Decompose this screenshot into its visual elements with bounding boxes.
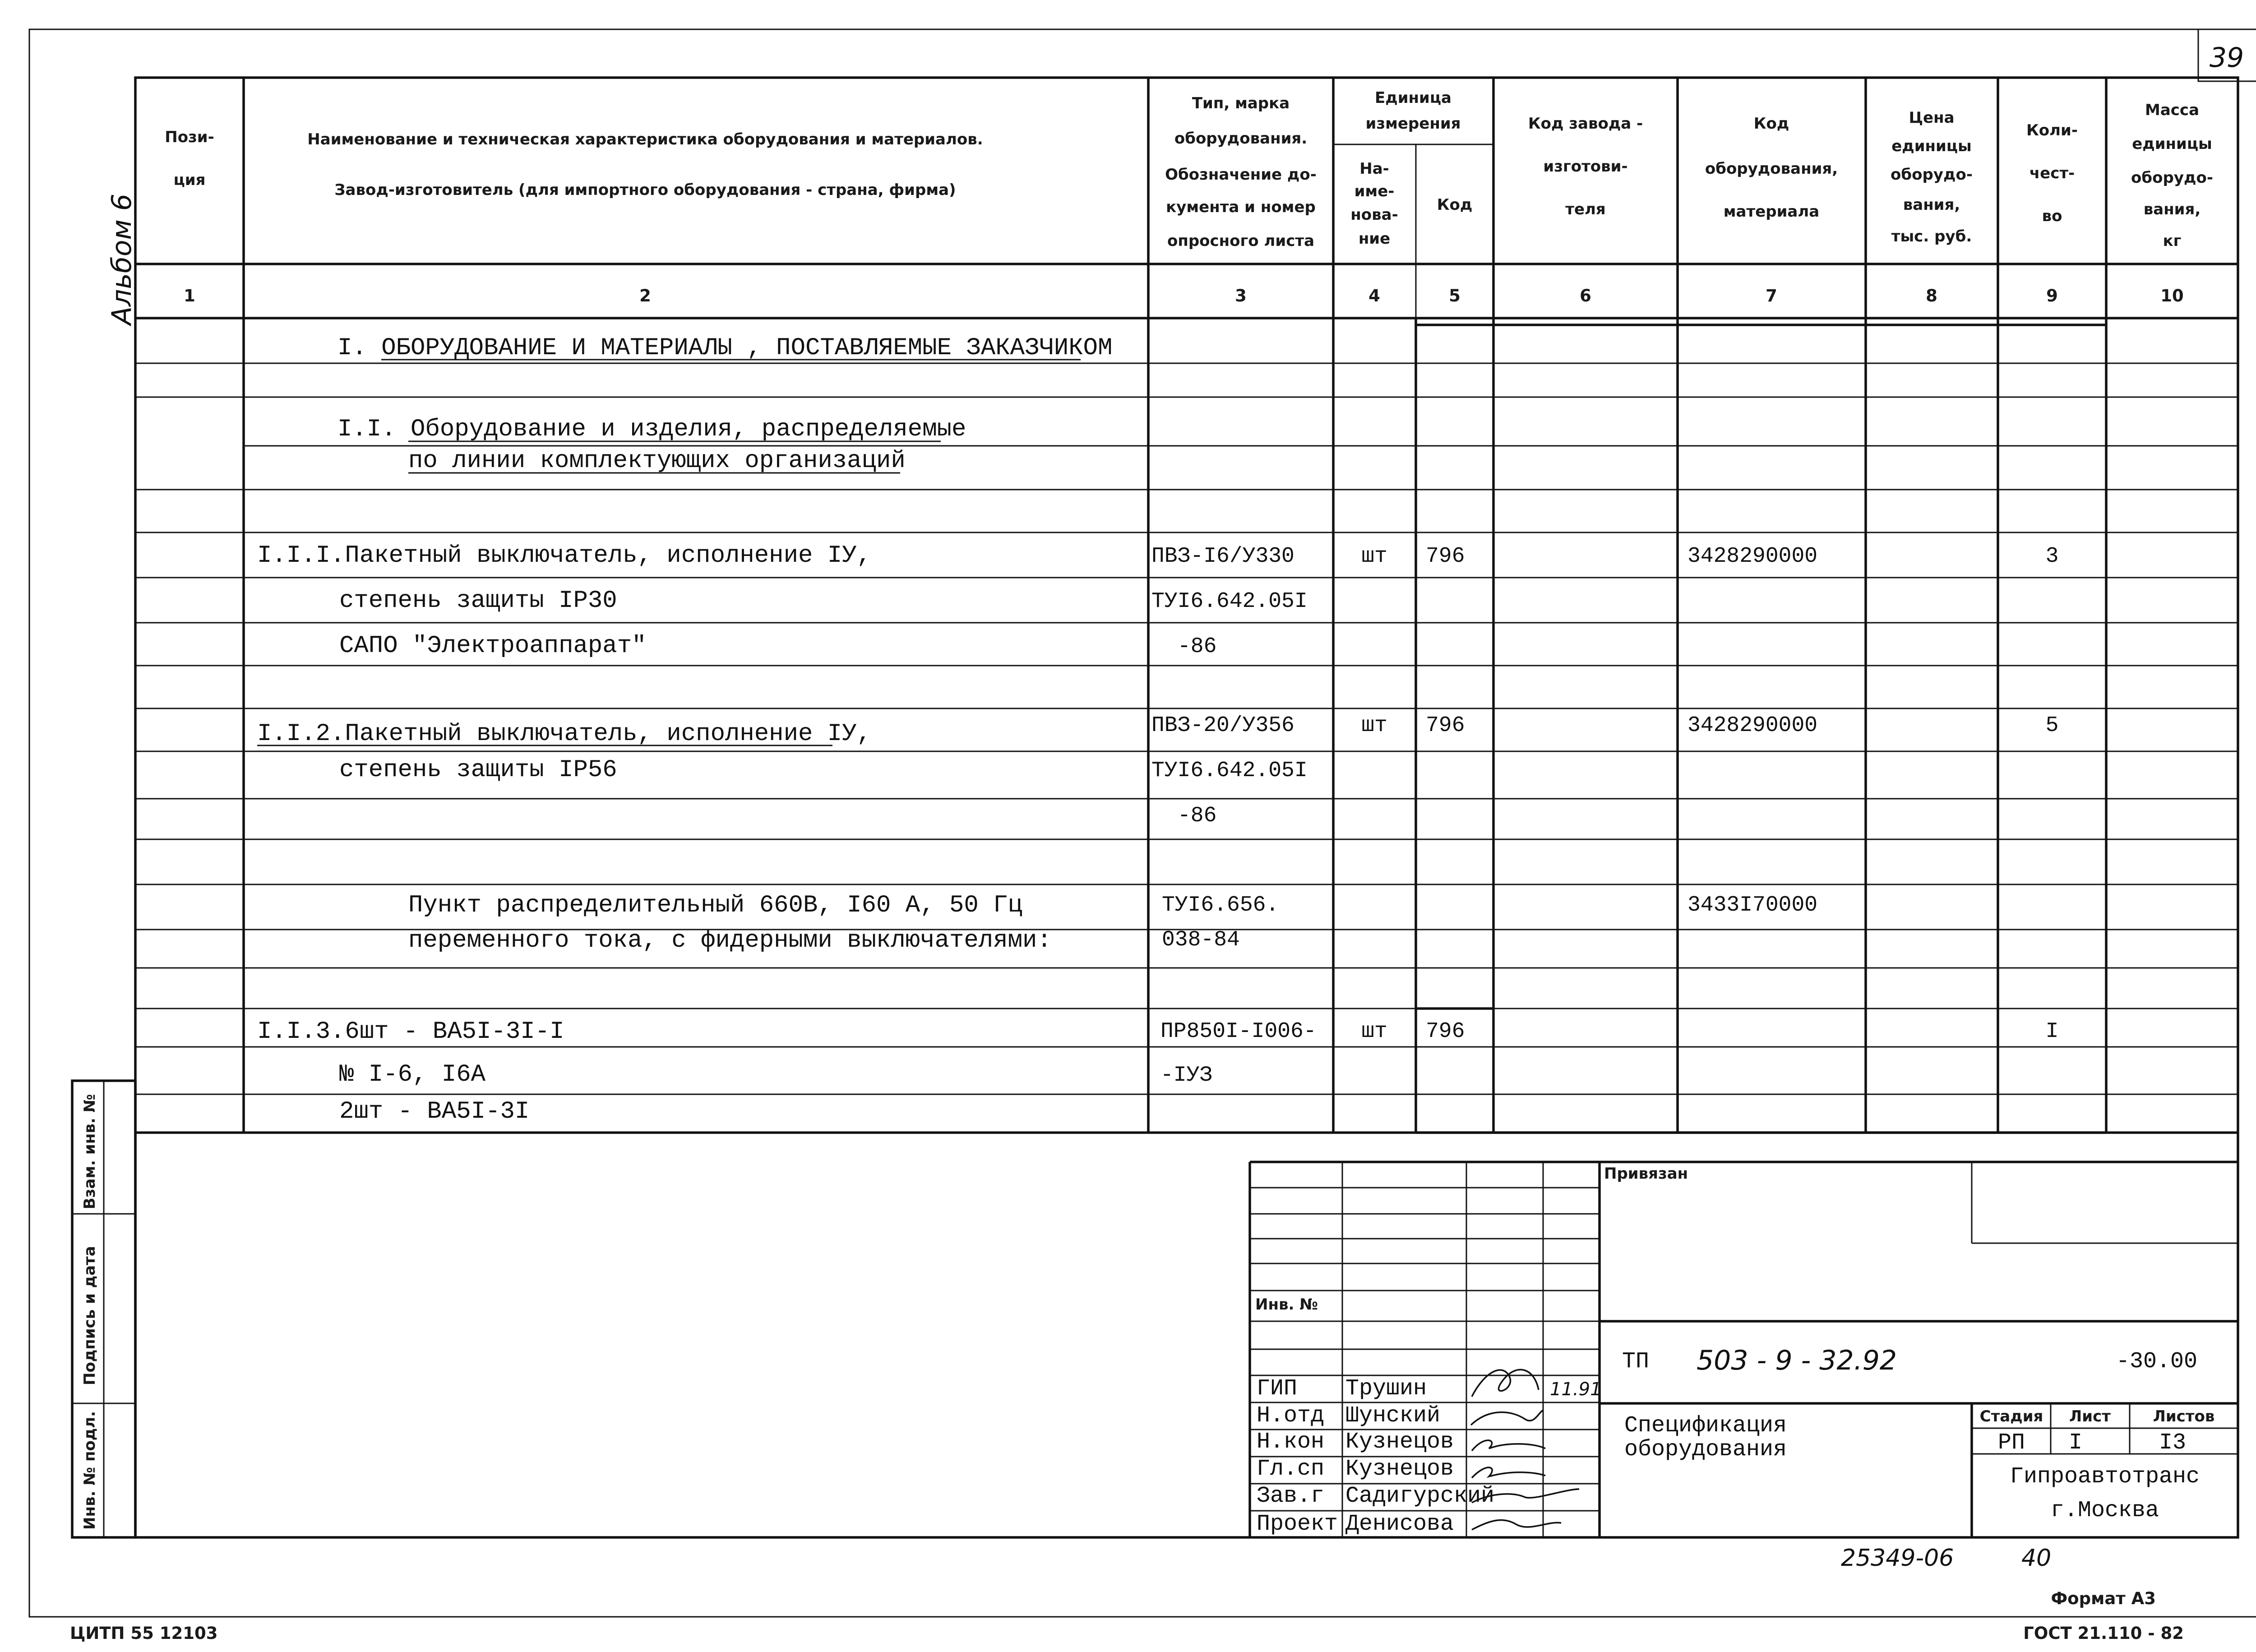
section-1-1-heading-line1: I.I. Оборудование и изделия, распределяемые <box>337 416 966 443</box>
side-stamp-inv-original: Инв. № подл. <box>81 1411 99 1530</box>
header-col6-line2: изготови- <box>1543 157 1628 176</box>
item-4-type-line1: ПР850I-I006- <box>1160 1019 1317 1044</box>
header-col3-line5: опросного листа <box>1167 232 1315 250</box>
header-col3-line3: Обозначение до- <box>1165 166 1317 184</box>
item-2-type-line2: ТУI6.642.05I <box>1151 759 1308 783</box>
item-2-quantity: 5 <box>2045 713 2059 738</box>
header-col5: Код <box>1437 196 1473 214</box>
item-1-name-line1: I.I.I.Пакетный выключатель, исполнение IУ, <box>257 542 872 569</box>
item-1-name-line3: САПО "Электроаппарат" <box>339 632 647 660</box>
header-col4-line2: име- <box>1354 182 1395 200</box>
header-col1-line2: ция <box>173 171 206 189</box>
header-col7-line3: материала <box>1723 203 1820 221</box>
item-4-quantity: I <box>2045 1019 2059 1044</box>
doc-title-line1: Спецификация <box>1624 1413 1787 1439</box>
role-name: Кузнецов <box>1345 1456 1454 1482</box>
role-label: Н.кон <box>1257 1429 1325 1455</box>
item-3-equipment-code: 3433I70000 <box>1687 893 1818 917</box>
item-1-equipment-code: 3428290000 <box>1687 544 1818 569</box>
section-headings <box>337 334 1112 475</box>
item-2-equipment-code: 3428290000 <box>1687 713 1818 738</box>
side-stamp-replaced-inv: Взам. инв. № <box>81 1094 99 1209</box>
sheet-value: I <box>2068 1430 2083 1456</box>
item-2-name-line1: I.I.2.Пакетный выключатель, исполнение IУ, <box>257 720 872 748</box>
header-col10-line4: вания, <box>2143 200 2201 218</box>
column-number: 1 <box>184 286 195 305</box>
header-col6-line3: теля <box>1565 200 1606 218</box>
doc-prefix: ТП <box>1622 1349 1650 1374</box>
item-3-name-line1: Пункт распределительный 660В, I60 А, 50 Гц <box>408 892 1023 919</box>
table-row <box>257 542 2058 660</box>
header-col3-line2: оборудования. <box>1174 130 1308 148</box>
item-1-quantity: 3 <box>2045 544 2059 569</box>
title-block <box>1250 1162 2238 1537</box>
role-name: Садигурский <box>1345 1483 1495 1509</box>
role-name: Кузнецов <box>1345 1429 1454 1455</box>
item-1-name-line2: степень защиты IP30 <box>339 587 617 615</box>
side-stamp-signature-date: Подпись и дата <box>81 1246 99 1385</box>
role-name: Шунский <box>1345 1403 1441 1429</box>
item-1-unit-code: 796 <box>1426 544 1465 569</box>
header-col9-line3: во <box>2042 207 2062 225</box>
header-col1-line1: Пози- <box>165 128 214 146</box>
item-1-type-line2: ТУI6.642.05I <box>1151 589 1308 614</box>
header-col8-line3: оборудо- <box>1891 166 1973 184</box>
item-1-type-line3: -86 <box>1178 634 1217 659</box>
organization-line2: г.Москва <box>2050 1498 2159 1523</box>
item-1-type-line1: ПВЗ-I6/У330 <box>1151 544 1294 569</box>
header-col6-line1: Код завода - <box>1528 115 1643 133</box>
header-col8-line4: вания, <box>1903 196 1960 214</box>
item-2-unit: шт <box>1361 713 1387 738</box>
privyazan-label: Привязан <box>1604 1165 1688 1183</box>
doc-number: 503 - 9 - 32.92 <box>1697 1345 1897 1376</box>
archive-number: 25349-06 <box>1841 1545 1954 1572</box>
item-4-name-line2: № I-6, I6А <box>339 1061 486 1088</box>
column-number: 10 <box>2160 286 2184 305</box>
item-3-type-line1: ТУI6.656. <box>1162 893 1279 917</box>
item-4-type-line2: -IУЗ <box>1160 1063 1213 1087</box>
item-2-type-line3: -86 <box>1178 804 1217 828</box>
header-col10-line1: Масса <box>2145 101 2200 119</box>
role-name: Трушин <box>1345 1376 1427 1402</box>
header-col2-line1: Наименование и техническая характеристика оборудования и материалов. <box>307 130 983 148</box>
header-col9-line2: чест- <box>2029 164 2075 182</box>
header-col7-line2: оборудования, <box>1705 160 1838 178</box>
header-col3-line4: кумента и номер <box>1166 198 1316 216</box>
section-1-heading: I. ОБОРУДОВАНИЕ И МАТЕРИАЛЫ , ПОСТАВЛЯЕМЫЕ ЗАКАЗЧИКОМ <box>337 334 1113 362</box>
role-label: Н.отд <box>1257 1403 1325 1429</box>
role-label: Проект <box>1257 1511 1338 1537</box>
table-row <box>257 1018 2058 1125</box>
header-col10-line3: оборудо- <box>2131 169 2213 187</box>
item-2-name-line2: степень защиты IP56 <box>339 756 617 784</box>
header-col9-line1: Коли- <box>2026 121 2078 139</box>
album-label: Альбом 6 <box>106 194 138 325</box>
header-col2-line2: Завод-изготовитель (для импортного оборудования - страна, фирма) <box>334 181 956 199</box>
footer-left: ЦИТП 55 12103 <box>70 1624 218 1643</box>
header-col3-line1: Тип, марка <box>1192 94 1290 112</box>
table-row <box>257 713 2058 828</box>
header-col10-line2: единицы <box>2132 135 2212 153</box>
signature-date: 11.91 <box>1550 1379 1602 1400</box>
column-number: 8 <box>1926 286 1937 305</box>
sheets-label: Листов <box>2153 1407 2215 1425</box>
column-number: 7 <box>1766 286 1777 305</box>
side-stamp <box>72 1081 135 1537</box>
doc-title-line2: оборудования <box>1624 1437 1787 1462</box>
table-row <box>408 892 1817 954</box>
stage-label: Стадия <box>1979 1407 2043 1425</box>
item-4-name-line1: I.I.3.6шт - ВА5I-3I-I <box>257 1018 564 1046</box>
item-3-type-line2: 038-84 <box>1162 928 1240 952</box>
page-number: 39 <box>2209 42 2244 74</box>
header-col8-line2: единицы <box>1891 137 1972 155</box>
column-number: 6 <box>1580 286 1591 305</box>
role-label: Гл.сп <box>1257 1456 1325 1482</box>
section-1-1-heading-line2: по линии комплектующих организаций <box>408 447 906 475</box>
item-4-name-line3: 2шт - ВА5I-3I <box>339 1098 530 1125</box>
column-number: 2 <box>639 286 651 305</box>
column-number: 3 <box>1235 286 1247 305</box>
item-3-name-line2: переменного тока, с фидерными выключателями: <box>408 927 1052 954</box>
header-col8-line5: тыс. руб. <box>1891 227 1972 245</box>
role-label: Зав.г <box>1257 1483 1325 1509</box>
stage-value: РП <box>1997 1430 2025 1456</box>
archive-page-number: 40 <box>2021 1545 2052 1572</box>
header-col7-line1: Код <box>1753 115 1789 133</box>
header-col4-line1: На- <box>1359 160 1389 178</box>
header-col4-line3: нова- <box>1350 206 1398 224</box>
item-4-unit: шт <box>1361 1019 1387 1044</box>
outer-frame <box>29 29 2256 1617</box>
sheet-label: Лист <box>2069 1407 2111 1425</box>
item-1-unit: шт <box>1361 544 1387 569</box>
organization-line1: Гипроавтотранс <box>2010 1464 2200 1490</box>
header-col4-line4: ние <box>1358 230 1391 248</box>
column-numbers-row <box>184 286 2184 305</box>
footer-right: ГОСТ 21.110 - 82 <box>2023 1624 2184 1643</box>
column-number: 5 <box>1449 286 1461 305</box>
doc-suffix: -30.00 <box>2116 1349 2197 1374</box>
table-header <box>165 89 2213 250</box>
role-label: ГИП <box>1257 1376 1298 1402</box>
header-unit-line1: Единица <box>1375 89 1452 107</box>
title-inv-no-label: Инв. № <box>1255 1296 1318 1314</box>
item-2-type-line1: ПВЗ-20/У356 <box>1151 713 1294 738</box>
format-label: Формат А3 <box>2051 1589 2156 1608</box>
item-4-unit-code: 796 <box>1426 1019 1465 1044</box>
sheets-value: I3 <box>2159 1430 2187 1456</box>
column-number: 4 <box>1368 286 1380 305</box>
column-number: 9 <box>2046 286 2058 305</box>
role-name: Денисова <box>1345 1511 1454 1537</box>
header-col8-line1: Цена <box>1909 109 1955 127</box>
item-2-unit-code: 796 <box>1426 713 1465 738</box>
header-unit-line2: измерения <box>1365 115 1461 133</box>
header-col10-line5: кг <box>2163 232 2182 250</box>
